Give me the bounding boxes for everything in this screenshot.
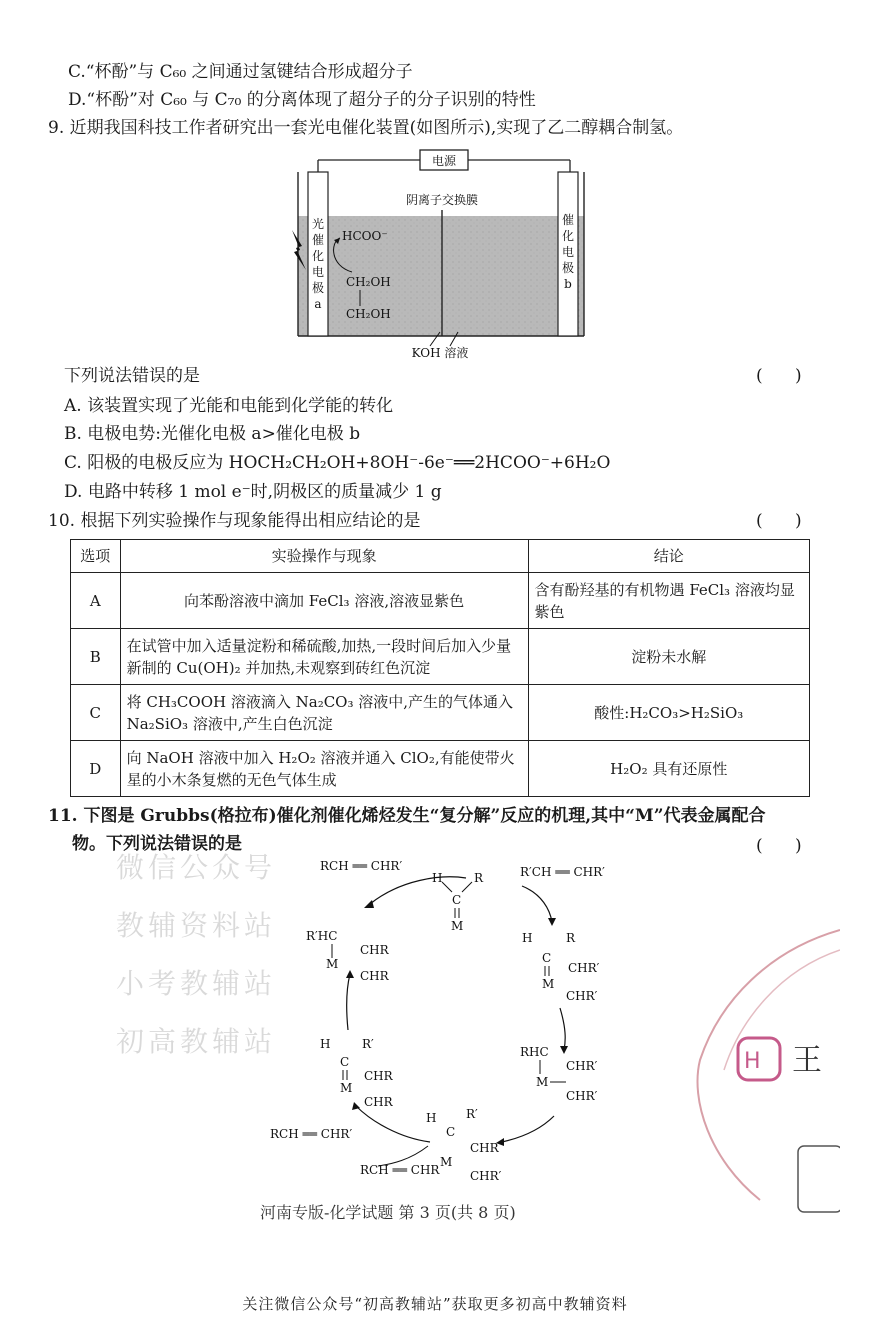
- row-option: A: [71, 573, 121, 629]
- q9-question: 下列说法错误的是: [64, 366, 200, 386]
- table-row: [71, 685, 810, 741]
- experiment-table: [70, 539, 810, 797]
- svg-text:CHR′: CHR′: [566, 1089, 598, 1103]
- svg-text:CHR′: CHR′: [568, 961, 600, 975]
- svg-text:CHR: CHR: [364, 1095, 393, 1109]
- header-operation: 实验操作与现象: [120, 540, 528, 573]
- photoelectrochemical-device-diagram: [290, 146, 600, 361]
- svg-text:H: H: [426, 1111, 437, 1125]
- svg-text:催: 催: [311, 233, 325, 247]
- product-top-left: RCH ══ CHR′: [320, 860, 403, 873]
- table-row: [71, 741, 810, 797]
- svg-text:R′: R′: [466, 1107, 478, 1121]
- q10-answer-paren: ( ): [756, 511, 802, 531]
- q9-answer-paren: ( ): [756, 366, 802, 386]
- svg-text:极: 极: [311, 281, 325, 295]
- svg-text:电: 电: [561, 245, 575, 259]
- svg-text:M: M: [440, 1155, 453, 1169]
- promo-footer: 关注微信公众号“初高教辅站”获取更多初高中教辅资料: [242, 1295, 628, 1313]
- svg-text:a: a: [314, 297, 322, 311]
- header-conclusion: 结论: [528, 540, 809, 573]
- membrane-label: 阴离子交换膜: [405, 193, 479, 207]
- svg-text:R: R: [474, 871, 484, 885]
- watermark-line: 小考教辅站: [116, 967, 277, 1000]
- row-operation: 向苯酚溶液中滴加 FeCl₃ 溶液,溶液显紫色: [120, 573, 528, 629]
- svg-text:CHR′: CHR′: [470, 1169, 502, 1183]
- reagent-bottom: RCH ══ CHR: [360, 1163, 440, 1177]
- row-option: C: [71, 685, 121, 741]
- svg-text:H: H: [522, 931, 533, 945]
- table-row: [71, 573, 810, 629]
- svg-text:R′: R′: [362, 1037, 374, 1051]
- row-operation: 向 NaOH 溶液中加入 H₂O₂ 溶液并通入 ClO₂,有能使带火星的小木条复燃的无色气体生成: [120, 741, 528, 797]
- table-row: [71, 629, 810, 685]
- koh-solution-label: KOH 溶液: [411, 346, 469, 360]
- svg-text:CHR: CHR: [470, 1141, 499, 1155]
- grubbs-mechanism-diagram: [260, 860, 620, 1190]
- q9-option-b: B. 电极电势:光催化电极 a>催化电极 b: [64, 424, 361, 444]
- svg-text:M: M: [536, 1075, 549, 1089]
- row-conclusion: 酸性:H₂CO₃>H₂SiO₃: [528, 685, 809, 741]
- formate-label: HCOO⁻: [342, 229, 388, 243]
- q11-stem-line2: 物。下列说法错误的是: [72, 834, 242, 854]
- svg-text:C: C: [446, 1125, 456, 1139]
- svg-text:化: 化: [311, 249, 325, 263]
- q8-option-d: D.“杯酚”对 C₆₀ 与 C₇₀ 的分离体现了超分子的分子识别的特性: [68, 90, 536, 110]
- q9-option-c: C. 阳极的电极反应为 HOCH₂CH₂OH+8OH⁻-6e⁻══2HCOO⁻+6H₂O: [64, 453, 611, 473]
- row-conclusion: H₂O₂ 具有还原性: [528, 741, 809, 797]
- svg-text:CHR′: CHR′: [566, 1059, 598, 1073]
- svg-text:王: 王: [792, 1043, 822, 1078]
- q9-option-a: A. 该装置实现了光能和电能到化学能的转化: [64, 396, 394, 416]
- svg-text:C: C: [542, 951, 552, 965]
- row-option: B: [71, 629, 121, 685]
- svg-text:M: M: [326, 957, 339, 971]
- svg-text:M: M: [451, 919, 464, 933]
- row-conclusion: 淀粉未水解: [528, 629, 809, 685]
- electrolyte-solution: [298, 216, 584, 336]
- svg-text:H: H: [744, 1049, 761, 1074]
- svg-text:化: 化: [561, 229, 575, 243]
- q11-stem-line1: 11. 下图是 Grubbs(格拉布)催化剂催化烯烃发生“复分解”反应的机理,其中“M”代表金属配合: [48, 806, 766, 826]
- svg-text:光: 光: [311, 217, 325, 231]
- svg-text:H: H: [320, 1037, 331, 1051]
- stamp-seal-decoration: [680, 920, 840, 1220]
- svg-text:CHR′: CHR′: [566, 989, 598, 1003]
- header-option: 选项: [71, 540, 121, 573]
- row-conclusion: 含有酚羟基的有机物遇 FeCl₃ 溶液均显紫色: [528, 573, 809, 629]
- q9-stem: 9. 近期我国科技工作者研究出一套光电催化装置(如图所示),实现了乙二醇耦合制氢。: [48, 118, 684, 138]
- power-source-label: 电源: [431, 154, 457, 168]
- svg-text:R: R: [566, 931, 576, 945]
- ethylene-glycol-top: CH₂OH: [346, 275, 391, 289]
- svg-text:R′HC: R′HC: [306, 929, 338, 943]
- svg-text:M: M: [340, 1081, 353, 1095]
- q10-stem: 10. 根据下列实验操作与现象能得出相应结论的是: [48, 511, 421, 531]
- page-footer: 河南专版-化学试题 第 3 页(共 8 页): [260, 1203, 516, 1222]
- row-option: D: [71, 741, 121, 797]
- watermark-line: 教辅资料站: [116, 909, 277, 942]
- row-operation: 将 CH₃COOH 溶液滴入 Na₂CO₃ 溶液中,产生的气体通入 Na₂SiO₃ 溶液中,产生白色沉淀: [120, 685, 528, 741]
- watermark-line: 初高教辅站: [116, 1025, 277, 1058]
- svg-text:M: M: [542, 977, 555, 991]
- q8-option-c: C.“杯酚”与 C₆₀ 之间通过氢键结合形成超分子: [68, 62, 413, 82]
- q11-answer-paren: ( ): [756, 836, 802, 856]
- svg-text:C: C: [452, 893, 462, 907]
- svg-text:C: C: [340, 1055, 350, 1069]
- reagent-top-right: R′CH ══ CHR′: [520, 865, 605, 879]
- svg-text:催: 催: [561, 213, 575, 227]
- svg-text:H: H: [432, 871, 443, 885]
- svg-text:极: 极: [561, 261, 575, 275]
- svg-text:CHR: CHR: [364, 1069, 393, 1083]
- product-bottom-left: RCH ══ CHR′: [270, 1127, 353, 1141]
- watermark-line: 微信公众号: [116, 851, 277, 884]
- table-header-row: [71, 540, 810, 573]
- row-operation: 在试管中加入适量淀粉和稀硫酸,加热,一段时间后加入少量新制的 Cu(OH)₂ 并加热,未观察到砖红色沉淀: [120, 629, 528, 685]
- svg-text:电: 电: [311, 265, 325, 279]
- svg-text:RHC: RHC: [520, 1045, 549, 1059]
- q9-option-d: D. 电路中转移 1 mol e⁻时,阴极区的质量减少 1 g: [64, 482, 442, 502]
- svg-text:CHR: CHR: [360, 943, 389, 957]
- ethylene-glycol-bottom: CH₂OH: [346, 307, 391, 321]
- svg-text:CHR: CHR: [360, 969, 389, 983]
- svg-text:b: b: [564, 277, 572, 291]
